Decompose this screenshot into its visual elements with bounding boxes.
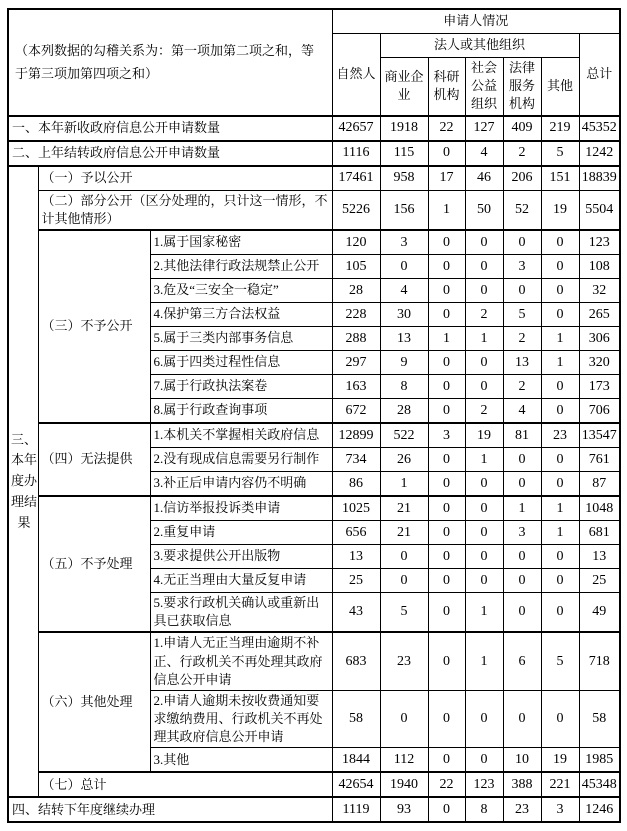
header-org-type: 社会公益组织 — [465, 58, 503, 116]
item-label: 5.要求行政机关确认或重新出具已获取信息 — [150, 592, 332, 632]
value-cell: 23 — [541, 423, 579, 448]
value-cell: 1025 — [332, 496, 380, 521]
item-label: 3.其他 — [150, 748, 332, 773]
value-cell: 0 — [428, 592, 465, 632]
value-cell: 5 — [380, 592, 428, 632]
report-table — [7, 8, 621, 823]
value-cell: 112 — [380, 748, 428, 773]
header-org-type: 商业企业 — [380, 58, 428, 116]
value-cell: 0 — [428, 302, 465, 326]
value-cell: 105 — [332, 254, 380, 278]
value-cell: 5504 — [579, 190, 620, 230]
value-cell: 0 — [428, 748, 465, 773]
value-cell: 1 — [380, 471, 428, 496]
table-row — [8, 116, 620, 141]
value-cell: 1 — [465, 592, 503, 632]
value-cell: 3 — [503, 254, 541, 278]
value-cell: 13 — [579, 544, 620, 568]
value-cell: 81 — [503, 423, 541, 448]
group-label: （三）不予公开 — [38, 230, 150, 423]
value-cell: 12899 — [332, 423, 380, 448]
value-cell: 4 — [380, 278, 428, 302]
value-cell: 9 — [380, 350, 428, 374]
item-label: 3.危及“三安全一稳定” — [150, 278, 332, 302]
value-cell: 3 — [541, 797, 579, 822]
header-org-type: 法律服务机构 — [503, 58, 541, 116]
value-cell: 0 — [541, 471, 579, 496]
value-cell: 0 — [428, 374, 465, 398]
value-cell: 3 — [503, 520, 541, 544]
value-cell: 0 — [503, 447, 541, 471]
value-cell: 0 — [428, 398, 465, 423]
value-cell: 5226 — [332, 190, 380, 230]
value-cell: 8 — [465, 797, 503, 822]
value-cell: 5 — [541, 632, 579, 690]
item-label: 2.申请人逾期未按收费通知要求缴纳费用、行政机关不再处理其政府信息公开申请 — [150, 690, 332, 748]
value-cell: 0 — [503, 544, 541, 568]
table-row — [8, 797, 620, 822]
value-cell: 32 — [579, 278, 620, 302]
value-cell: 1 — [465, 447, 503, 471]
value-cell: 0 — [541, 254, 579, 278]
value-cell: 2 — [465, 398, 503, 423]
value-cell: 0 — [465, 748, 503, 773]
value-cell: 58 — [332, 690, 380, 748]
value-cell: 156 — [380, 190, 428, 230]
value-cell: 2 — [503, 374, 541, 398]
value-cell: 87 — [579, 471, 620, 496]
value-cell: 1985 — [579, 748, 620, 773]
value-cell: 1119 — [332, 797, 380, 822]
value-cell: 761 — [579, 447, 620, 471]
value-cell: 0 — [465, 471, 503, 496]
value-cell: 0 — [541, 447, 579, 471]
header-natural-person: 自然人 — [332, 34, 380, 116]
value-cell: 22 — [428, 116, 465, 141]
value-cell: 86 — [332, 471, 380, 496]
value-cell: 42654 — [332, 772, 380, 797]
value-cell: 0 — [541, 302, 579, 326]
value-cell: 0 — [541, 230, 579, 255]
value-cell: 0 — [541, 592, 579, 632]
value-cell: 265 — [579, 302, 620, 326]
value-cell: 0 — [380, 254, 428, 278]
value-cell: 0 — [380, 568, 428, 592]
value-cell: 2 — [503, 326, 541, 350]
value-cell: 0 — [503, 690, 541, 748]
value-cell: 0 — [465, 690, 503, 748]
value-cell: 0 — [465, 568, 503, 592]
section-three-label: 三、本年度办理结果 — [10, 431, 37, 530]
value-cell: 6 — [503, 632, 541, 690]
value-cell: 0 — [465, 544, 503, 568]
value-cell: 19 — [541, 190, 579, 230]
item-label: 5.属于三类内部事务信息 — [150, 326, 332, 350]
value-cell: 21 — [380, 520, 428, 544]
value-cell: 4 — [465, 141, 503, 166]
item-label: 4.无正当理由大量反复申请 — [150, 568, 332, 592]
value-cell: 8 — [380, 374, 428, 398]
value-cell: 0 — [465, 374, 503, 398]
value-cell: 288 — [332, 326, 380, 350]
table-row — [8, 141, 620, 166]
value-cell: 0 — [428, 568, 465, 592]
group-label: （七）总计 — [38, 772, 332, 797]
header-org-type: 科研机构 — [428, 58, 465, 116]
value-cell: 1116 — [332, 141, 380, 166]
value-cell: 0 — [428, 254, 465, 278]
value-cell: 0 — [503, 471, 541, 496]
value-cell: 17 — [428, 166, 465, 191]
row-label: 二、上年结转政府信息公开申请数量 — [8, 141, 332, 166]
table-row — [8, 496, 620, 521]
value-cell: 1 — [541, 496, 579, 521]
value-cell: 3 — [428, 423, 465, 448]
value-cell: 0 — [465, 520, 503, 544]
value-cell: 45348 — [579, 772, 620, 797]
value-cell: 1 — [428, 190, 465, 230]
table-row — [8, 230, 620, 255]
header-applicant-situation: 申请人情况 — [332, 9, 620, 34]
value-cell: 0 — [428, 690, 465, 748]
value-cell: 0 — [465, 254, 503, 278]
item-label: 6.属于四类过程性信息 — [150, 350, 332, 374]
value-cell: 42657 — [332, 116, 380, 141]
value-cell: 0 — [465, 278, 503, 302]
value-cell: 0 — [428, 520, 465, 544]
value-cell: 25 — [332, 568, 380, 592]
header-legal-org: 法人或其他组织 — [380, 34, 579, 58]
value-cell: 93 — [380, 797, 428, 822]
table-row — [8, 772, 620, 797]
value-cell: 0 — [465, 350, 503, 374]
table-row — [8, 423, 620, 448]
item-label: 4.保护第三方合法权益 — [150, 302, 332, 326]
value-cell: 1940 — [380, 772, 428, 797]
value-cell: 49 — [579, 592, 620, 632]
value-cell: 522 — [380, 423, 428, 448]
value-cell: 18839 — [579, 166, 620, 191]
value-cell: 45352 — [579, 116, 620, 141]
row-label: 一、本年新收政府信息公开申请数量 — [8, 116, 332, 141]
value-cell: 0 — [503, 278, 541, 302]
item-label: 1.申请人无正当理由逾期不补正、行政机关不再处理其政府信息公开申请 — [150, 632, 332, 690]
value-cell: 52 — [503, 190, 541, 230]
header-total: 总计 — [579, 34, 620, 116]
value-cell: 21 — [380, 496, 428, 521]
value-cell: 1918 — [380, 116, 428, 141]
value-cell: 0 — [380, 544, 428, 568]
value-cell: 228 — [332, 302, 380, 326]
value-cell: 2 — [465, 302, 503, 326]
value-cell: 388 — [503, 772, 541, 797]
group-label: （四）无法提供 — [38, 423, 150, 496]
value-cell: 0 — [428, 544, 465, 568]
value-cell: 123 — [579, 230, 620, 255]
value-cell: 173 — [579, 374, 620, 398]
value-cell: 297 — [332, 350, 380, 374]
value-cell: 958 — [380, 166, 428, 191]
value-cell: 115 — [380, 141, 428, 166]
group-label: （二）部分公开（区分处理的，只计这一情形，不计其他情形） — [38, 190, 332, 230]
item-label: 3.补正后申请内容仍不明确 — [150, 471, 332, 496]
value-cell: 28 — [332, 278, 380, 302]
value-cell: 120 — [332, 230, 380, 255]
value-cell: 672 — [332, 398, 380, 423]
value-cell: 10 — [503, 748, 541, 773]
value-cell: 2 — [503, 141, 541, 166]
value-cell: 0 — [428, 278, 465, 302]
value-cell: 409 — [503, 116, 541, 141]
value-cell: 1048 — [579, 496, 620, 521]
value-cell: 320 — [579, 350, 620, 374]
value-cell: 0 — [541, 544, 579, 568]
value-cell: 5 — [541, 141, 579, 166]
value-cell: 0 — [428, 350, 465, 374]
value-cell: 306 — [579, 326, 620, 350]
value-cell: 13 — [332, 544, 380, 568]
value-cell: 0 — [503, 568, 541, 592]
value-cell: 1 — [428, 326, 465, 350]
row-label: 四、结转下年度继续办理 — [8, 797, 332, 822]
value-cell: 13 — [503, 350, 541, 374]
header-row-1 — [8, 9, 620, 34]
table-row — [8, 632, 620, 690]
value-cell: 23 — [503, 797, 541, 822]
value-cell: 0 — [428, 141, 465, 166]
item-label: 3.要求提供公开出版物 — [150, 544, 332, 568]
value-cell: 0 — [428, 230, 465, 255]
item-label: 8.属于行政查询事项 — [150, 398, 332, 423]
group-label: （一）予以公开 — [38, 166, 332, 191]
value-cell: 50 — [465, 190, 503, 230]
value-cell: 1 — [503, 496, 541, 521]
value-cell: 1 — [541, 520, 579, 544]
value-cell: 0 — [428, 496, 465, 521]
value-cell: 656 — [332, 520, 380, 544]
value-cell: 23 — [380, 632, 428, 690]
value-cell: 718 — [579, 632, 620, 690]
value-cell: 219 — [541, 116, 579, 141]
value-cell: 108 — [579, 254, 620, 278]
value-cell: 3 — [380, 230, 428, 255]
item-label: 7.属于行政执法案卷 — [150, 374, 332, 398]
value-cell: 0 — [541, 278, 579, 302]
value-cell: 25 — [579, 568, 620, 592]
value-cell: 0 — [541, 374, 579, 398]
value-cell: 1246 — [579, 797, 620, 822]
value-cell: 151 — [541, 166, 579, 191]
value-cell: 19 — [465, 423, 503, 448]
item-label: 1.本机关不掌握相关政府信息 — [150, 423, 332, 448]
value-cell: 0 — [465, 496, 503, 521]
value-cell: 13547 — [579, 423, 620, 448]
value-cell: 163 — [332, 374, 380, 398]
item-label: 1.信访举报投诉类申请 — [150, 496, 332, 521]
value-cell: 13 — [380, 326, 428, 350]
value-cell: 28 — [380, 398, 428, 423]
value-cell: 0 — [428, 471, 465, 496]
value-cell: 19 — [541, 748, 579, 773]
item-label: 2.没有现成信息需要另行制作 — [150, 447, 332, 471]
value-cell: 221 — [541, 772, 579, 797]
value-cell: 0 — [541, 568, 579, 592]
value-cell: 206 — [503, 166, 541, 191]
value-cell: 706 — [579, 398, 620, 423]
value-cell: 127 — [465, 116, 503, 141]
item-label: 1.属于国家秘密 — [150, 230, 332, 255]
table-row — [8, 166, 620, 191]
value-cell: 1844 — [332, 748, 380, 773]
item-label: 2.重复申请 — [150, 520, 332, 544]
value-cell: 17461 — [332, 166, 380, 191]
value-cell: 43 — [332, 592, 380, 632]
value-cell: 734 — [332, 447, 380, 471]
value-cell: 0 — [503, 230, 541, 255]
value-cell: 0 — [428, 447, 465, 471]
value-cell: 0 — [541, 398, 579, 423]
value-cell: 123 — [465, 772, 503, 797]
value-cell: 0 — [428, 632, 465, 690]
header-note: （本列数据的勾稽关系为：第一项加第二项之和，等于第三项加第四项之和） — [8, 9, 332, 116]
table-row — [8, 190, 620, 230]
value-cell: 1 — [465, 632, 503, 690]
value-cell: 683 — [332, 632, 380, 690]
value-cell: 5 — [503, 302, 541, 326]
header-org-type: 其他 — [541, 58, 579, 116]
value-cell: 4 — [503, 398, 541, 423]
value-cell: 681 — [579, 520, 620, 544]
value-cell: 0 — [380, 690, 428, 748]
value-cell: 1 — [541, 326, 579, 350]
value-cell: 0 — [503, 592, 541, 632]
value-cell: 0 — [465, 230, 503, 255]
group-label: （五）不予处理 — [38, 496, 150, 632]
value-cell: 1242 — [579, 141, 620, 166]
value-cell: 46 — [465, 166, 503, 191]
value-cell: 58 — [579, 690, 620, 748]
value-cell: 1 — [541, 350, 579, 374]
group-label: （六）其他处理 — [38, 632, 150, 772]
value-cell: 30 — [380, 302, 428, 326]
section-vertical-label — [8, 166, 38, 798]
value-cell: 0 — [541, 690, 579, 748]
value-cell: 22 — [428, 772, 465, 797]
value-cell: 1 — [465, 326, 503, 350]
value-cell: 26 — [380, 447, 428, 471]
item-label: 2.其他法律行政法规禁止公开 — [150, 254, 332, 278]
value-cell: 0 — [428, 797, 465, 822]
